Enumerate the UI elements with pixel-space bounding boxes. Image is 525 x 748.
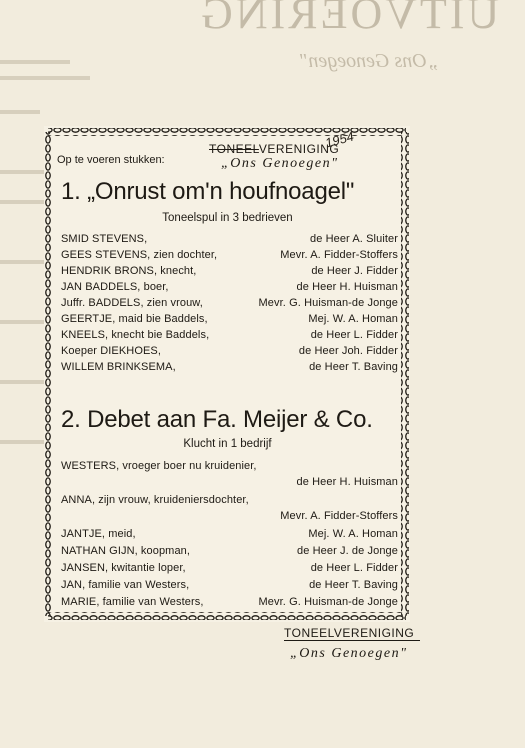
cast-actor: de Heer T. Baving bbox=[309, 361, 398, 373]
cast-row bbox=[61, 361, 398, 376]
cast-row bbox=[61, 329, 398, 344]
bleed-through-title: UITVOERING bbox=[198, 0, 500, 38]
cast-actor: Mevr. G. Huisman-de Jonge bbox=[258, 297, 398, 309]
cast-row bbox=[61, 494, 398, 509]
program-sheet bbox=[44, 126, 410, 622]
cast-row bbox=[61, 345, 398, 360]
cast-row bbox=[61, 281, 398, 296]
cast-actor: de Heer Joh. Fidder bbox=[298, 345, 398, 357]
cast-role: JANSEN, kwitantie loper, bbox=[61, 562, 186, 574]
cast-actor: Mevr. A. Fidder-Stoffers bbox=[280, 249, 398, 261]
cast-role: WESTERS, vroeger boer nu kruidenier, bbox=[61, 460, 257, 472]
cast-actor: de Heer J. de Jonge bbox=[297, 545, 398, 557]
cast-actor: de Heer J. Fidder bbox=[311, 265, 398, 277]
cast-role: Juffr. BADDELS, zien vrouw, bbox=[61, 297, 203, 309]
cast-row bbox=[61, 579, 398, 594]
play-2-subtitle: Klucht in 1 bedrijf bbox=[183, 438, 272, 450]
cast-actor: Mej. W. A. Homan bbox=[308, 528, 398, 540]
cast-role: ANNA, zijn vrouw, kruideniersdochter, bbox=[61, 494, 249, 506]
cast-actor: de Heer H. Huisman bbox=[296, 281, 398, 293]
footer-stamp-rule bbox=[284, 640, 420, 641]
play-1-title: 1. „Onrust om'n houfnoagel" bbox=[61, 178, 355, 205]
cast-row bbox=[61, 510, 398, 525]
footer-handwritten-club-name: „Ons Genoegen" bbox=[290, 646, 408, 661]
cast-row bbox=[61, 460, 398, 475]
cast-role: JAN BADDELS, boer, bbox=[61, 281, 169, 293]
cast-actor: de Heer A. Sluiter bbox=[309, 233, 398, 245]
cast-role: NATHAN GIJN, koopman, bbox=[61, 545, 191, 557]
cast-row bbox=[61, 249, 398, 264]
cast-actor: de Heer L. Fidder bbox=[310, 329, 398, 341]
cast-role: GEES STEVENS, zien dochter, bbox=[61, 249, 218, 261]
cast-actor: de Heer T. Baving bbox=[309, 579, 398, 591]
play-2-title: 2. Debet aan Fa. Meijer & Co. bbox=[61, 406, 373, 433]
bleed-through-subtitle: „Ons Genoegen" bbox=[300, 50, 438, 72]
cast-role: SMID STEVENS, bbox=[61, 233, 148, 245]
cast-role: HENDRIK BRONS, knecht, bbox=[61, 265, 197, 277]
cast-row bbox=[61, 313, 398, 328]
cast-role: JAN, familie van Westers, bbox=[61, 579, 190, 591]
cast-actor: de Heer L. Fidder bbox=[310, 562, 398, 574]
cast-actor: Mevr. G. Huisman-de Jonge bbox=[258, 596, 398, 608]
cast-row bbox=[61, 297, 398, 312]
footer-stamp: TONEELVERENIGING bbox=[284, 626, 415, 640]
cast-row bbox=[61, 233, 398, 248]
cast-role: MARIE, familie van Westers, bbox=[61, 596, 204, 608]
handwritten-club-name: „Ons Genoegen" bbox=[221, 156, 339, 171]
cast-actor: Mej. W. A. Homan bbox=[308, 313, 398, 325]
cast-role: JANTJE, meid, bbox=[61, 528, 136, 540]
struck-stamp-text: TONEEL bbox=[209, 142, 259, 156]
stamp-text: VERENIGING bbox=[258, 142, 340, 156]
cast-role: GEERTJE, maid bie Baddels, bbox=[61, 313, 208, 325]
intro-label: Op te voeren stukken: bbox=[57, 154, 165, 166]
cast-row bbox=[61, 476, 398, 491]
cast-row bbox=[61, 596, 398, 611]
cast-row bbox=[61, 562, 398, 577]
cast-actor: Mevr. A. Fidder-Stoffers bbox=[280, 510, 398, 522]
play-1-subtitle: Toneelspul in 3 bedrieven bbox=[162, 212, 293, 224]
handwritten-year: 1954 bbox=[323, 128, 356, 151]
cast-role: Koeper DIEKHOES, bbox=[61, 345, 162, 357]
cast-actor: de Heer H. Huisman bbox=[296, 476, 398, 488]
header-stamp bbox=[209, 142, 339, 156]
cast-row bbox=[61, 528, 398, 543]
cast-role: KNEELS, knecht bie Baddels, bbox=[61, 329, 210, 341]
cast-row bbox=[61, 545, 398, 560]
cast-row bbox=[61, 265, 398, 280]
cast-role: WILLEM BRINKSEMA, bbox=[61, 361, 176, 373]
